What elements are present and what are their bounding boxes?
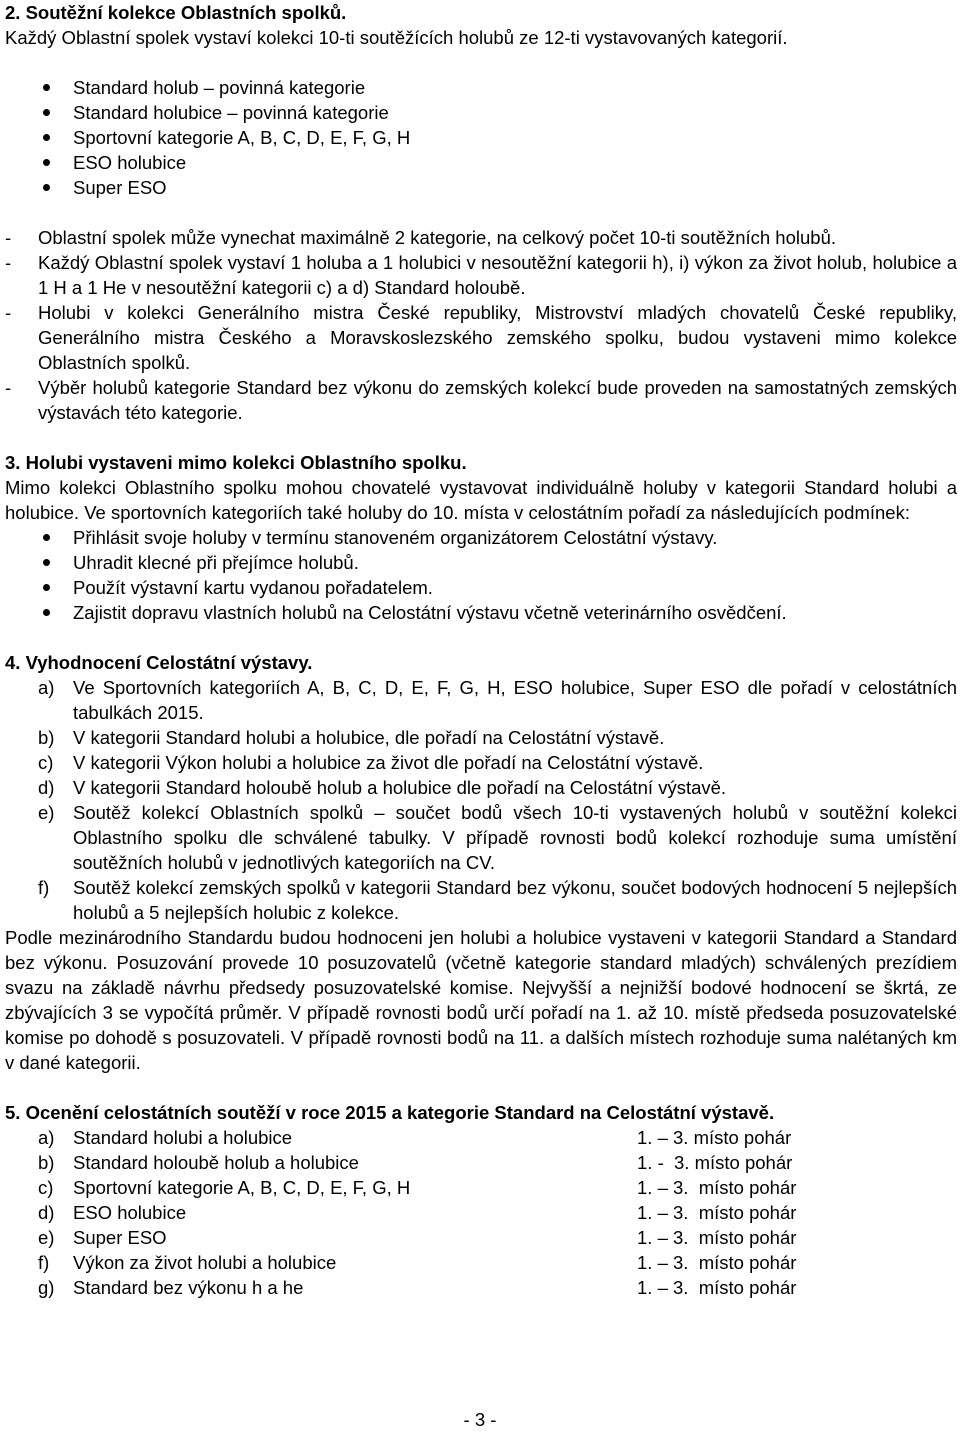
award-place: 1. – 3. místo pohár — [637, 1202, 797, 1223]
list-marker: a) — [38, 677, 55, 698]
list-item — [5, 675, 957, 725]
award-row — [5, 1175, 957, 1200]
award-category: ESO holubice — [73, 1202, 187, 1223]
list-item — [5, 725, 957, 750]
list-item: ESO holubice — [5, 150, 957, 175]
list-marker: f) — [38, 877, 50, 898]
award-category: Sportovní kategorie A, B, C, D, E, F, G, H — [73, 1177, 411, 1198]
award-place: 1. – 3. místo pohár — [637, 1127, 792, 1148]
dash-marker: - — [5, 302, 12, 323]
award-row — [5, 1250, 957, 1275]
list-item — [5, 750, 957, 775]
list-item-text: Každý Oblastní spolek vystaví 1 holuba a 1 holubici v nesoutěžní kategorii h), i) výkon za život holub, holubice a 1 H a 1 He v nesoutěžní kategorii c) a d) Standard holoubě. — [38, 252, 957, 298]
award-place: 1. – 3. místo pohár — [637, 1227, 797, 1248]
list-item — [5, 875, 957, 925]
list-item-text: Ve Sportovních kategoriích A, B, C, D, E, F, G, H, ESO holubice, Super ESO dle pořadí v celostátních tabulkách 2015. — [73, 677, 957, 723]
list-marker: e) — [38, 802, 55, 823]
list-item-text: Soutěž kolekcí Oblastních spolků – součet bodů všech 10-ti vystavených holubů v soutěžní kolekci Oblastního spolku dle schválené tabulky. V případě rovnosti bodů kolekcí rozhoduje suma umístění soutěžních holubů v jednotlivých kategoriích na CV. — [73, 802, 957, 873]
list-marker: b) — [38, 727, 55, 748]
list-item — [5, 800, 957, 875]
list-item: Zajistit dopravu vlastních holubů na Celostátní výstavu včetně veterinárního osvědčení. — [5, 600, 957, 625]
list-marker: f) — [38, 1252, 50, 1273]
list-item — [5, 225, 957, 250]
award-category: Standard holoubě holub a holubice — [73, 1152, 359, 1173]
list-item — [5, 300, 957, 375]
list-item: Uhradit klecné při přejímce holubů. — [5, 550, 957, 575]
list-item-text: V kategorii Standard holubi a holubice, dle pořadí na Celostátní výstavě. — [73, 727, 665, 748]
section4-title: 4. Vyhodnocení Celostátní výstavy. — [5, 652, 313, 673]
awards-list — [5, 1125, 957, 1300]
section4-list — [5, 675, 957, 925]
award-row — [5, 1200, 957, 1225]
list-item-text: V kategorii Standard holoubě holub a holubice dle pořadí na Celostátní výstavě. — [73, 777, 727, 798]
page-number: - 3 - — [463, 1409, 497, 1430]
award-place: 1. – 3. místo pohár — [637, 1177, 797, 1198]
list-marker: d) — [38, 777, 55, 798]
document-page — [5, 0, 957, 1300]
award-category: Super ESO — [73, 1227, 167, 1248]
list-item-text: Výběr holubů kategorie Standard bez výkonu do zemských kolekcí bude proveden na samostatných zemských výstavách této kategorie. — [38, 377, 957, 423]
award-place: 1. - 3. místo pohár — [637, 1152, 793, 1173]
award-place: 1. – 3. místo pohár — [637, 1252, 797, 1273]
list-item: Přihlásit svoje holuby v termínu stanoveném organizátorem Celostátní výstavy. — [5, 525, 957, 550]
award-category: Standard holubi a holubice — [73, 1127, 293, 1148]
dash-marker: - — [5, 252, 12, 273]
award-place: 1. – 3. místo pohár — [637, 1277, 797, 1298]
dash-marker: - — [5, 227, 12, 248]
section2-dash-list — [5, 225, 957, 425]
list-item: Sportovní kategorie A, B, C, D, E, F, G, H — [5, 125, 957, 150]
list-marker: c) — [38, 752, 54, 773]
list-item-text: Holubi v kolekci Generálního mistra České republiky, Mistrovství mladých chovatelů České republiky, Generálního mistra Českého a Moravskoslezského zemského spolku, budou vystaveni mimo kolekce Oblastních spolků. — [38, 302, 957, 373]
list-marker: e) — [38, 1227, 55, 1248]
section5-title: 5. Ocenění celostátních soutěží v roce 2015 a kategorie Standard na Celostátní výstavě. — [5, 1102, 775, 1123]
list-marker: c) — [38, 1177, 54, 1198]
award-row — [5, 1275, 957, 1300]
list-item — [5, 375, 957, 425]
award-row — [5, 1125, 957, 1150]
list-item: Standard holub – povinná kategorie — [5, 75, 957, 100]
list-item-text: Soutěž kolekcí zemských spolků v kategorii Standard bez výkonu, součet bodových hodnocení 5 nejlepších holubů a 5 nejlepších holubic z kolekce. — [73, 877, 957, 923]
list-item: Super ESO — [5, 175, 957, 200]
award-row — [5, 1150, 957, 1175]
list-item — [5, 250, 957, 300]
section2-bullet-list — [5, 75, 957, 200]
list-item-text: Oblastní spolek může vynechat maximálně 2 kategorie, na celkový počet 10-ti soutěžních holubů. — [38, 227, 836, 248]
section3-intro: Mimo kolekci Oblastního spolku mohou chovatelé vystavovat individuálně holuby v kategorii Standard holubi a holubice. Ve sportovních kategoriích také holuby do 10. místa v celostátním pořadí za následujících podmínek: — [5, 477, 957, 523]
section3-title: 3. Holubi vystaveni mimo kolekci Oblastního spolku. — [5, 452, 467, 473]
list-item: Standard holubice – povinná kategorie — [5, 100, 957, 125]
list-item — [5, 775, 957, 800]
dash-marker: - — [5, 377, 12, 398]
section3-bullet-list — [5, 525, 957, 625]
section2-title: 2. Soutěžní kolekce Oblastních spolků. — [5, 2, 347, 23]
list-marker: b) — [38, 1152, 55, 1173]
list-marker: d) — [38, 1202, 55, 1223]
section2-intro: Každý Oblastní spolek vystaví kolekci 10-ti soutěžících holubů ze 12-ti vystavovaných kategorií. — [5, 27, 788, 48]
section4-paragraph: Podle mezinárodního Standardu budou hodnoceni jen holubi a holubice vystaveni v kategorii Standard a Standard bez výkonu. Posuzování provede 10 posuzovatelů (včetně kategorie standard mladých) schválených prezídiem svazu na základě návrhu předsedy posuzovatelské komise. Nejvyšší a nejnižší bodové hodnocení se škrtá, ze zbývajících 3 se vypočítá průměr. V případě rovnosti bodů určí pořadí na 1. až 10. místě předseda posuzovatelské komise po dohodě s posuzovateli. V případě rovnosti bodů na 11. a dalších místech rozhoduje suma nalétaných km v dané kategorii. — [5, 927, 957, 1073]
list-marker: a) — [38, 1127, 55, 1148]
award-category: Standard bez výkonu h a he — [73, 1277, 304, 1298]
list-marker: g) — [38, 1277, 55, 1298]
list-item-text: V kategorii Výkon holubi a holubice za život dle pořadí na Celostátní výstavě. — [73, 752, 704, 773]
award-row — [5, 1225, 957, 1250]
award-category: Výkon za život holubi a holubice — [73, 1252, 337, 1273]
list-item: Použít výstavní kartu vydanou pořadatelem. — [5, 575, 957, 600]
